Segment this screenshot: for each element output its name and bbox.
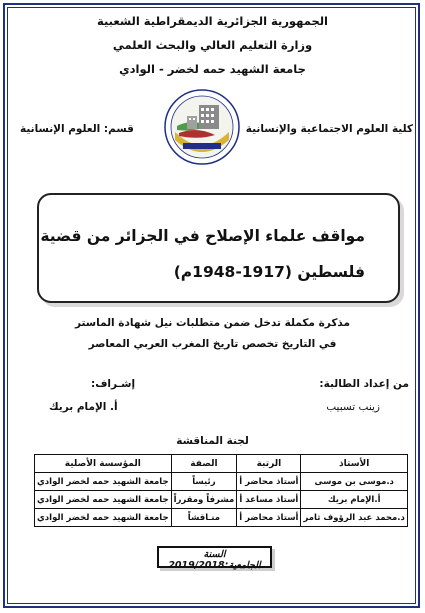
ministry-heading: وزارة التعليم العالي والبحث العلمي [112,38,313,52]
student-name: زينب تسبيب [326,401,380,413]
header-role: الصفة [171,455,237,473]
cell-role: منـاقشاً [171,509,237,527]
header-institution: المؤسسة الأصلية [35,455,172,473]
cell-rank: أستاذ محاضر أ [237,509,301,527]
cell-role: رئيساً [171,473,237,491]
university-logo-icon [163,88,241,166]
cell-institution: جامعة الشهيد حمه لخضر الوادي [35,473,172,491]
table-row [35,473,408,491]
cell-professor: د.محمد عبد الرؤوف ثامر [301,509,407,527]
supervisor-label: إشـراف: [91,378,136,390]
committee-table-header [35,455,408,473]
supervisor-name: أ. الإمام بريك [49,401,118,413]
memo-description-line-2: في التاريخ تخصص تاريخ المغرب العربي المعاصر [88,338,337,350]
faculty-label: كلية العلوم الاجتماعية والإنسانية [245,123,413,135]
table-row [35,509,408,527]
title-box [37,193,400,303]
cell-rank: أستاذ مساعد أ [237,491,301,509]
republic-heading: الجمهورية الجزائرية الديمقراطية الشعبية [96,14,328,28]
academic-year-label: السنة الجامعية:2019/2018 [168,549,261,571]
memo-description-line-1: مذكرة مكملة تدخل ضمن متطلبات نيل شهادة الماستر [74,317,350,329]
university-heading: جامعة الشهيد حمه لخضر - الوادي [119,62,306,76]
cell-institution: جامعة الشهيد حمه لخضر الوادي [35,509,172,527]
committee-title: لجنة المناقشة [176,435,249,447]
prepared-by-label: من إعداد الطالبة: [319,378,409,390]
thesis-title-line-2: فلسطين (1917-1948م) [173,263,365,281]
cell-role: مشرفاً ومقرراً [171,491,237,509]
department-label: قسم: العلوم الإنسانية [20,123,134,135]
table-row [35,491,408,509]
committee-table [34,454,408,527]
header-rank: الرتبة [237,455,301,473]
thesis-title-line-1: مواقف علماء الإصلاح في الجزائر من قضية [40,227,365,245]
header-professor: الأستاذ [301,455,407,473]
cell-rank: أستاذ محاضر أ [237,473,301,491]
cell-professor: د.موسى بن موسى [301,473,407,491]
cell-institution: جامعة الشهيد حمه لخضر الوادي [35,491,172,509]
cell-professor: أ.الإمام بريك [301,491,407,509]
